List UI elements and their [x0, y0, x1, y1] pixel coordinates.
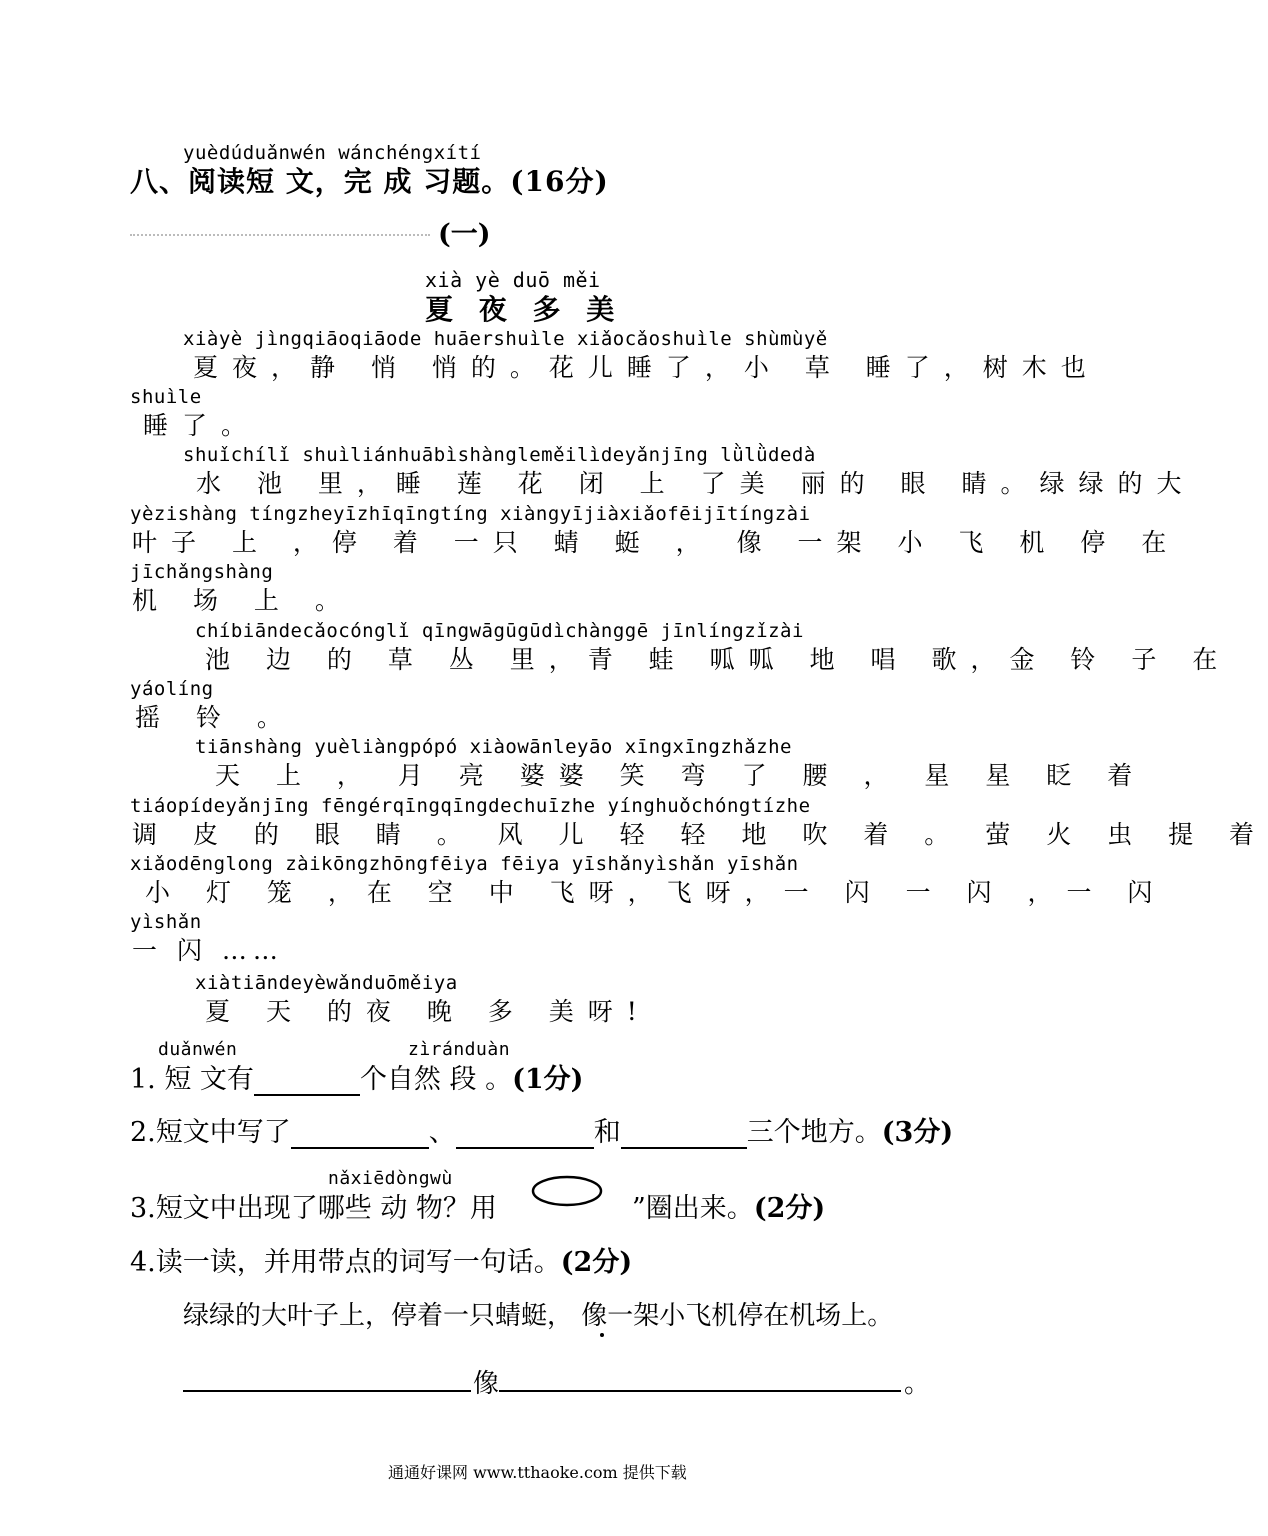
story-pinyin-4: yèzishàng tíngzheyīzhīqīngtíng xiàngyījiàxiǎofēijītíngzài: [130, 503, 811, 525]
q4-score: (2分): [560, 1247, 633, 1278]
q1-score: (1分): [512, 1064, 584, 1095]
q4-mid: 像: [473, 1369, 500, 1399]
story-pinyin-10: xiǎodēnglong zàikōngzhōngfēiya fēiya yīshǎnyìshǎn yīshǎn: [130, 853, 799, 875]
q2-answer-blank-3[interactable]: [621, 1121, 747, 1149]
story-pinyin-5: jīchǎngshàng: [130, 561, 274, 583]
story-pinyin-2: shuìle: [130, 386, 202, 408]
story-title-pinyin: xià yè duō měi: [425, 268, 601, 292]
q2-sep1: 、: [428, 1117, 456, 1148]
q4-answer-line-2[interactable]: [499, 1390, 901, 1392]
story-pinyin-7: yáolíng: [130, 678, 214, 700]
q4-answer-line-1[interactable]: [183, 1390, 471, 1392]
section-pinyin: yuèdúduǎnwén wánchéngxítí: [183, 142, 482, 164]
story-text-7: 摇 铃 。: [135, 703, 296, 732]
circle-icon: [530, 1174, 606, 1210]
story-pinyin-6: chíbiāndecǎocónglǐ qīngwāgūgūdìchànggē jīnlíngzǐzài: [195, 620, 804, 642]
story-text-8: 天 上 ， 月 亮 婆婆 笑 弯 了 腰 ， 星 星 眨 着: [215, 761, 1147, 790]
part-label: (一): [438, 219, 491, 250]
story-text-1: 夏夜，静 悄 悄的。花儿睡了，小 草 睡了，树木也: [193, 353, 1100, 382]
story-text-12: 夏 天 的夜 晚 多 美呀!: [205, 997, 651, 1026]
story-pinyin-12: xiàtiāndeyèwǎnduōměiya: [195, 972, 458, 994]
story-text-11: 一 闪 ……: [132, 936, 284, 965]
emphasis-dot: [600, 1333, 604, 1337]
q1-text-a: 1. 短 文有: [130, 1064, 254, 1095]
story-text-6: 池 边 的 草 丛 里，青 蛙 呱呱 地 唱 歌，金 铃 子 在: [205, 645, 1232, 674]
story-text-3: 水 池 里，睡 莲 花 闭 上 了美 丽的 眼 睛。绿绿的大: [196, 469, 1196, 498]
q2-answer-blank-1[interactable]: [291, 1121, 429, 1149]
q1-pinyin-b: zìránduàn: [408, 1039, 511, 1060]
q2-score: (3分): [881, 1117, 954, 1148]
story-text-2: 睡了。: [143, 411, 261, 440]
question-2: [130, 1110, 953, 1149]
question-3-tail: [632, 1186, 825, 1225]
q3-text-b: ”圈出来。: [632, 1193, 754, 1224]
q4-end: 。: [904, 1369, 931, 1399]
q1-answer-blank[interactable]: [254, 1068, 360, 1096]
q2-text-b: 三个地方。: [746, 1117, 882, 1148]
story-pinyin-3: shuǐchílǐ shuìliánhuābìshàngleměilìdeyǎnjīng lǜlǜdedà: [183, 444, 816, 466]
q2-answer-blank-2[interactable]: [456, 1121, 594, 1149]
dotted-leader: [130, 234, 430, 236]
story-pinyin-11: yìshǎn: [130, 911, 202, 933]
q3-text-a: 3.短文中出现了哪些 动 物？用: [130, 1193, 497, 1224]
story-text-5: 机 场 上 。: [132, 586, 354, 615]
question-1: [130, 1057, 583, 1096]
section-title: 八、阅读短 文，完 成 习题。(16分): [130, 165, 609, 198]
story-pinyin-1: xiàyè jìngqiāoqiāode huāershuìle xiǎocǎoshuìle shùmùyě: [183, 328, 828, 350]
story-text-4: 叶子 上 ，停 着 一只 蜻 蜓 ， 像 一架 小 飞 机 停 在: [132, 528, 1181, 557]
story-text-9: 调 皮 的 眼 睛 。 风 儿 轻 轻 地 吹 着 。 萤 火 虫 提 着: [132, 820, 1268, 849]
q4-example: 绿绿的大叶子上，停着一只蜻蜓， 像一架小飞机停在机场上。: [183, 1301, 894, 1331]
story-pinyin-8: tiānshàng yuèliàngpópó xiàowānleyāo xīngxīngzhǎzhe: [195, 736, 792, 758]
question-4: [130, 1240, 632, 1279]
story-pinyin-9: tiáopídeyǎnjīng fēngérqīngqīngdechuīzhe yínghuǒchóngtízhe: [130, 795, 811, 817]
q1-text-b: 个自然 段 。: [359, 1064, 513, 1095]
footer-text: 通通好课网 www.tthaoke.com 提供下载: [388, 1463, 687, 1482]
q1-pinyin-a: duǎnwén: [158, 1039, 238, 1060]
q3-pinyin: nǎxiēdòngwù: [328, 1168, 453, 1189]
q3-score: (2分): [753, 1193, 826, 1224]
story-title: 夏 夜 多 美: [425, 293, 623, 326]
q2-text-a: 2.短文中写了: [130, 1117, 291, 1148]
q2-sep2: 和: [593, 1117, 621, 1148]
story-text-10: 小 灯 笼 ，在 空 中 飞呀，飞呀，一 闪 一 闪 ，一 闪: [145, 878, 1167, 907]
q4-text: 4.读一读，并用带点的词写一句话。: [130, 1247, 561, 1278]
